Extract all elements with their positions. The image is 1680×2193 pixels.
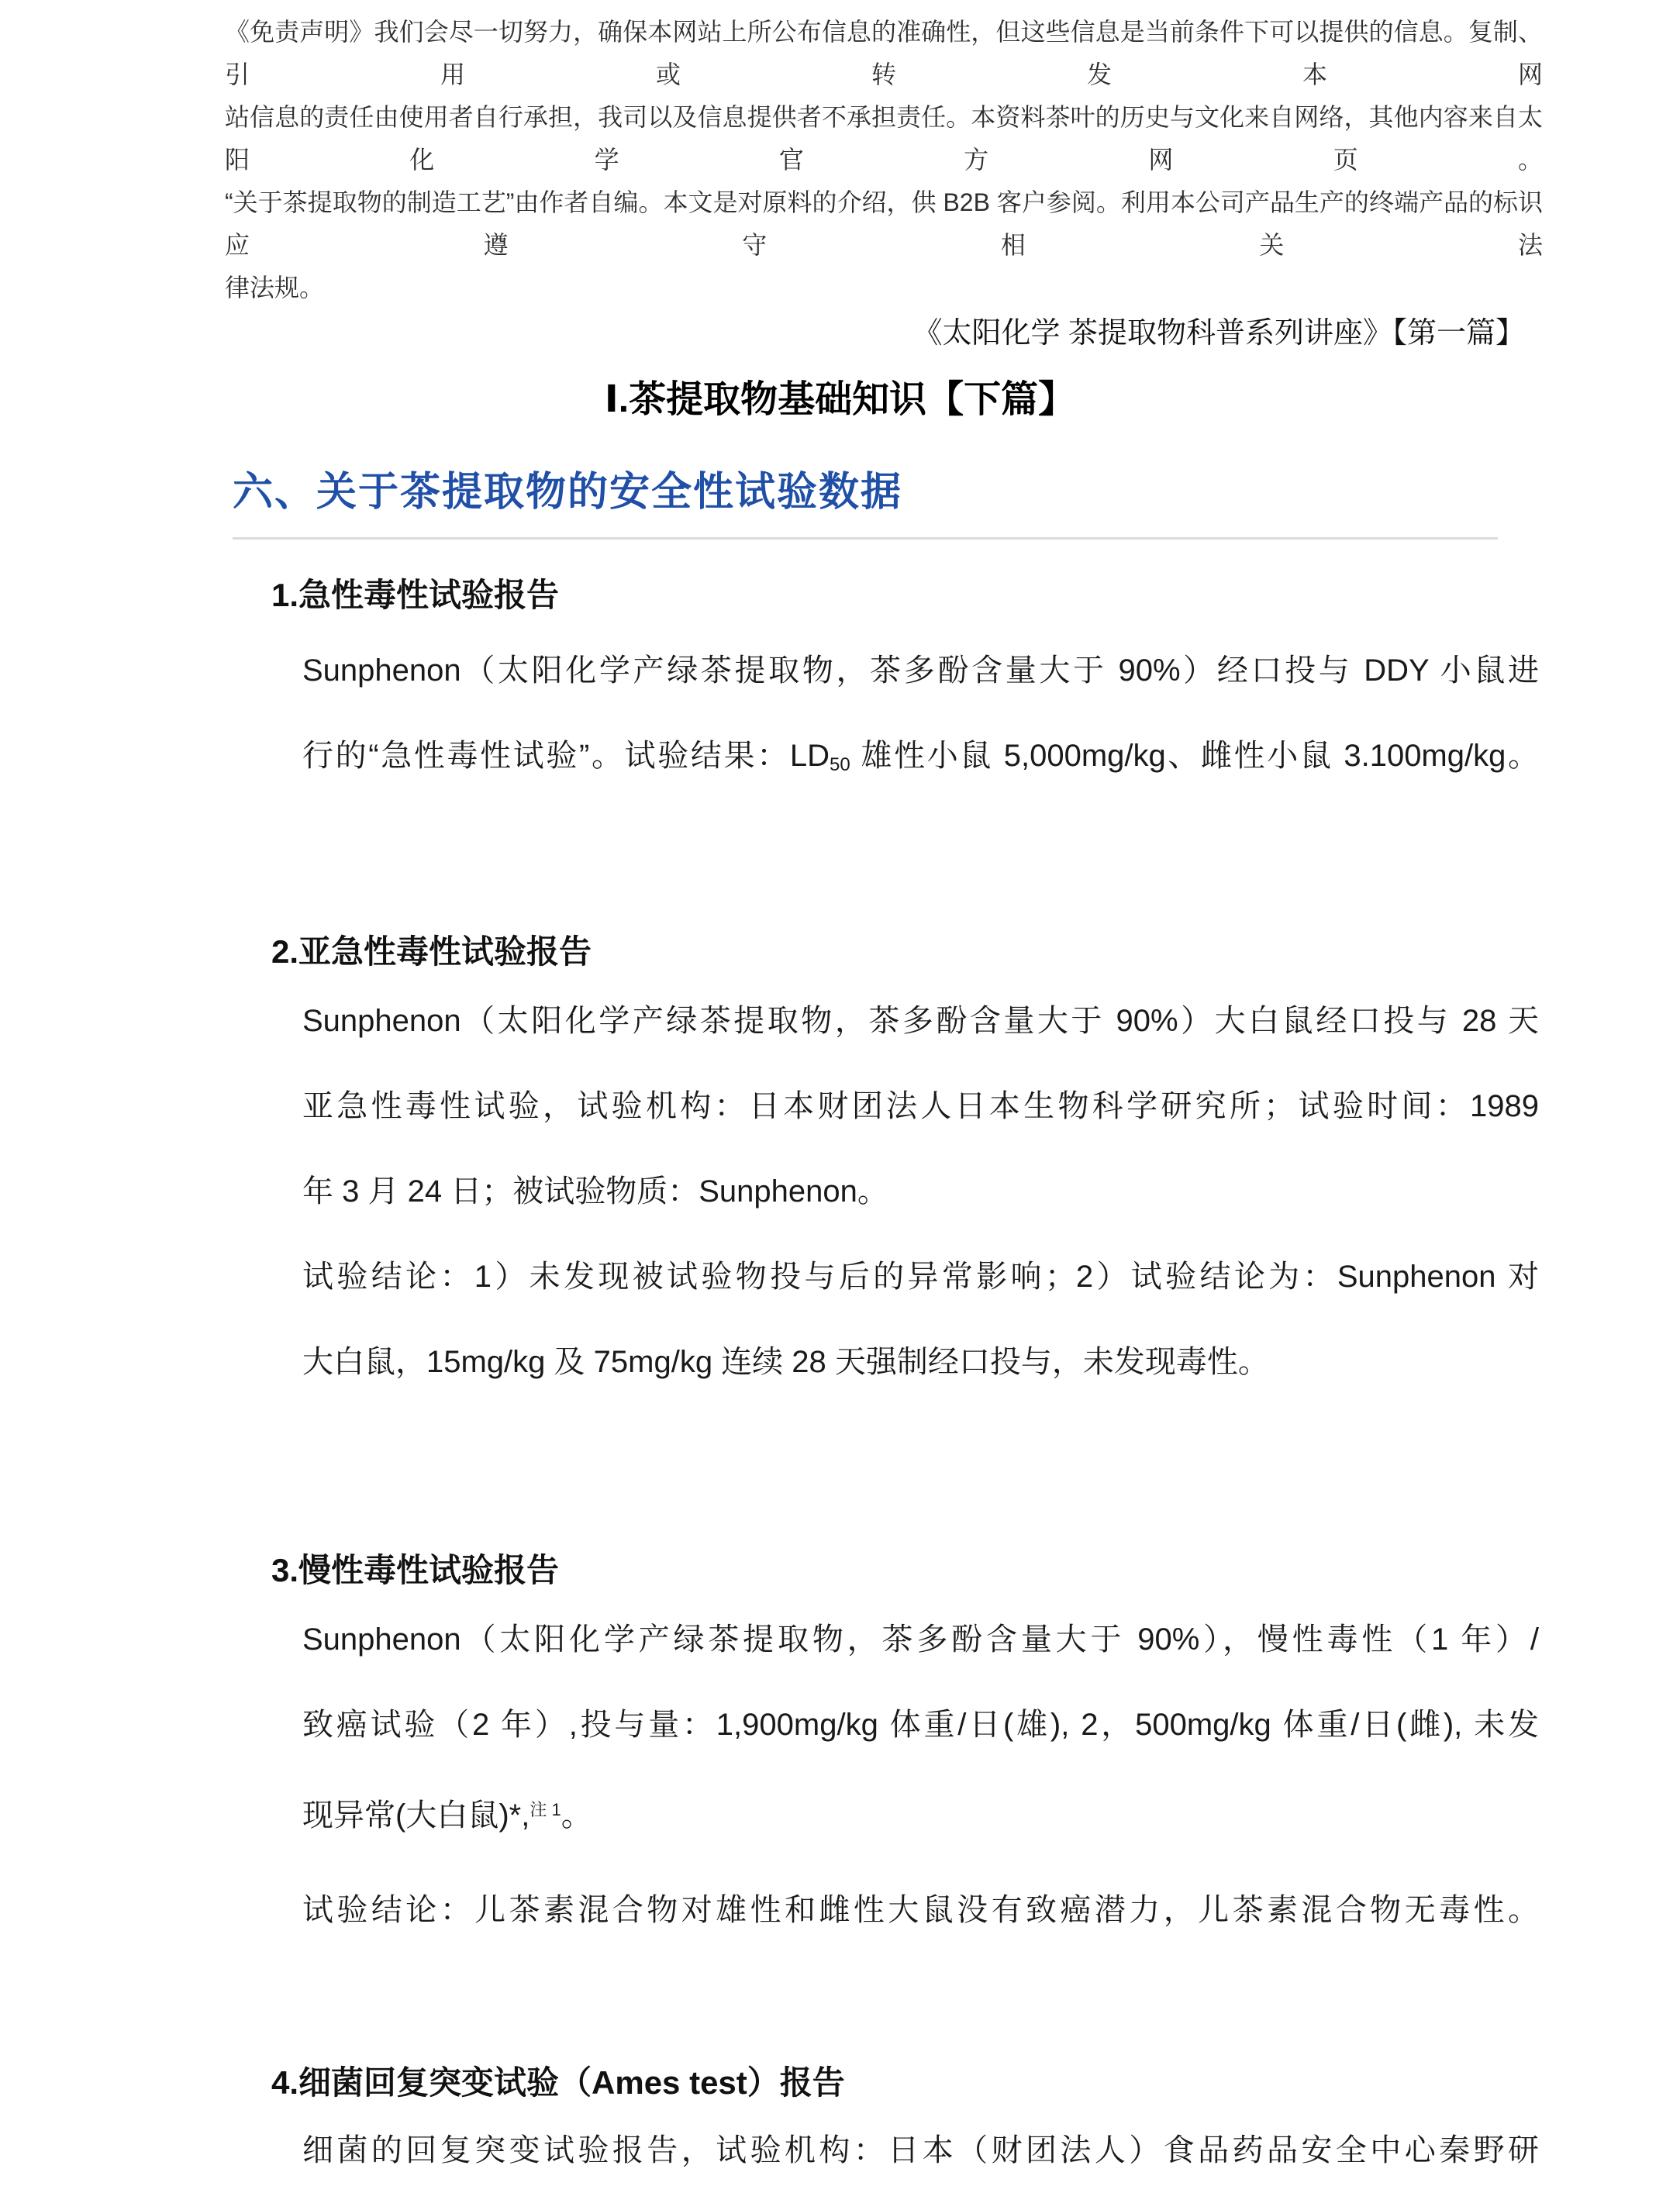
body-line: Sunphenon（太阳化学产绿茶提取物，茶多酚含量大于 90%）经口投与 DDY 小鼠进: [302, 653, 1539, 688]
disclaimer-line: 律法规。: [225, 274, 325, 302]
body-line: 试验结论：儿茶素混合物对雄性和雌性大鼠没有致癌潜力，儿茶素混合物无毒性。: [302, 1893, 1539, 1928]
disclaimer-line: “关于茶提取物的制造工艺”由作者自编。本文是对原料的介绍，供 B2B 客户参阅。利用本公司产品生产的终端产品的标识应遵守相关法: [225, 188, 1543, 259]
body-line: Sunphenon（太阳化学产绿茶提取物，茶多酚含量大于 90%）大白鼠经口投与 28 天: [302, 1004, 1539, 1038]
disclaimer: [225, 11, 1543, 309]
body-line: 亚急性毒性试验，试验机构：日本财团法人日本生物科学研究所；试验时间：1989: [302, 1089, 1539, 1123]
body-line: 细菌的回复突变试验报告，试验机构：日本（财团法人）食品药品安全中心秦野研: [302, 2133, 1539, 2168]
ld50-line-post: 雄性小鼠 5,000mg/kg、雌性小鼠 3.100mg/kg。: [850, 739, 1539, 773]
section-acute-toxicity: [0, 575, 1680, 808]
section-body: [302, 1597, 1539, 1953]
chapter-heading: 六、关于茶提取物的安全性试验数据: [233, 470, 903, 515]
body-line: 致癌试验（2 年）,投与量：1,900mg/kg 体重/日(雄), 2，500mg/kg 体重/日(雌), 未发: [302, 1708, 1539, 1742]
document-page: [0, 11, 1680, 2168]
section-chronic-toxicity: [0, 1550, 1680, 1953]
section-body: [302, 978, 1539, 1405]
note-line-pre: 现异常(大白鼠)*,: [302, 1798, 530, 1833]
ld50-subscript: 50: [829, 754, 850, 775]
disclaimer-line: 《免责声明》我们会尽一切努力，确保本网站上所公布信息的准确性，但这些信息是当前条件下可以提供的信息。复制、引用或转发本网: [225, 18, 1543, 88]
body-line: 试验结论：1）未发现被试验物投与后的异常影响；2）试验结论为：Sunphenon 对: [302, 1260, 1539, 1294]
section-heading: 2.亚急性毒性试验报告: [271, 933, 592, 970]
body-line: 大白鼠，15mg/kg 及 75mg/kg 连续 28 天强制经口投与，未发现毒性。: [302, 1345, 1269, 1379]
body-line: [302, 713, 1539, 808]
body-line: Sunphenon（太阳化学产绿茶提取物，茶多酚含量大于 90%），慢性毒性（1 年）/: [302, 1622, 1539, 1657]
section-body: [302, 628, 1539, 808]
ld50-line-pre: 行的“急性毒性试验”。试验结果：LD: [302, 739, 830, 773]
body-line: [302, 1767, 1539, 1858]
section-heading: 4.细菌回复突变试验（Ames test）报告: [271, 2064, 845, 2102]
section-subacute-toxicity: [0, 932, 1680, 1405]
section-heading: 3.慢性毒性试验报告: [271, 1552, 560, 1588]
footnote-superscript: 注 1: [530, 1800, 561, 1819]
disclaimer-line: 站信息的责任由使用者自行承担，我司以及信息提供者不承担责任。本资料茶叶的历史与文化来自网络，其他内容来自太阳化学官方网页。: [225, 103, 1543, 174]
note-line-post: 。: [561, 1798, 592, 1833]
section-divider: [233, 537, 1498, 540]
section-ames-test: [0, 2063, 1680, 2193]
section-body: [302, 2108, 1539, 2193]
section-heading: 1.急性毒性试验报告: [271, 577, 560, 613]
series-caption: 《太阳化学 茶提取物科普系列讲座》【第一篇】: [912, 317, 1525, 350]
document-title: Ⅰ.茶提取物基础知识【下篇】: [604, 379, 1076, 420]
body-line: 年 3 月 24 日；被试验物质：Sunphenon。: [302, 1174, 888, 1209]
